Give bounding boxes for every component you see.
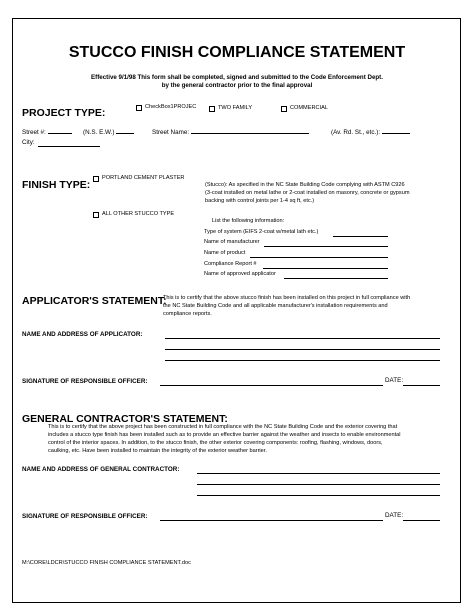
- street-number-label: Street #:: [22, 129, 46, 136]
- gc-date-label: DATE:: [385, 512, 404, 519]
- compliance-report-label: Compliance Report #: [204, 261, 257, 267]
- gc-statement-line-1: This is to certify that the above project has been constructed in full compliance with the NC State Building Code and the exterior covering that: [48, 424, 398, 430]
- street-suffix-field[interactable]: [382, 128, 410, 134]
- stucco-desc-line-1: (Stucco): As specified in the NC State Building Code complying with ASTM C926: [205, 182, 405, 188]
- applicator-date-label: DATE:: [385, 377, 404, 384]
- street-name-field[interactable]: [191, 128, 309, 134]
- checkbox-two-family[interactable]: [209, 106, 215, 112]
- stucco-desc-line-3: backing with control joints per 1-4 sq ft, etc.): [205, 198, 315, 204]
- gc-name-field-3[interactable]: [197, 495, 440, 496]
- project-option-label-3: COMMERCIAL: [290, 105, 328, 111]
- gc-statement-line-4: caulking, etc. Have been installed to maintain the integrity of the exterior weather barrier.: [48, 448, 267, 454]
- manufacturer-label: Name of manufacturer: [204, 239, 260, 245]
- system-type-field[interactable]: [333, 236, 388, 237]
- checkbox-other-stucco[interactable]: [93, 212, 99, 218]
- page-title: STUCCO FINISH COMPLIANCE STATEMENT: [68, 44, 406, 61]
- footer-file-path: M:\CORE\LDCR\STUCCO FINISH COMPLIANCE STATEMENT.doc: [22, 560, 191, 566]
- applicator-signature-label: SIGNATURE OF RESPONSIBLE OFFICER:: [22, 378, 148, 385]
- applicator-statement-line-1: This is to certify that the above stucco finish has been installed on this project in full compliance with: [163, 295, 411, 301]
- project-type-heading: PROJECT TYPE:: [22, 107, 106, 119]
- applicator-name-field-3[interactable]: [165, 360, 440, 361]
- applicator-name-field-1[interactable]: [165, 338, 440, 339]
- applicator-statement-line-3: compliance reports.: [163, 311, 212, 317]
- approved-applicator-field[interactable]: [284, 278, 388, 279]
- checkbox-commercial[interactable]: [281, 106, 287, 112]
- product-label: Name of product: [204, 250, 246, 256]
- gc-statement-line-3: control of the interior spaces. In addition, to the stucco finish, the other exterior covering components: roofing, flashing, windows, doors,: [48, 440, 383, 446]
- list-intro: List the following information:: [212, 218, 285, 224]
- finish-type-heading: FINISH TYPE:: [22, 179, 91, 191]
- gc-date-field[interactable]: [403, 520, 440, 521]
- gc-signature-label: SIGNATURE OF RESPONSIBLE OFFICER:: [22, 513, 148, 520]
- street-name-label: Street Name:: [152, 129, 190, 136]
- street-number-field[interactable]: [48, 128, 72, 134]
- gc-name-field-1[interactable]: [197, 473, 440, 474]
- street-suffix-label: (Av. Rd. St., etc.):: [331, 129, 381, 136]
- applicator-statement-heading: APPLICATOR'S STATEMENT:: [22, 295, 167, 307]
- applicator-signature-field[interactable]: [160, 385, 383, 386]
- direction-field[interactable]: [116, 128, 134, 134]
- compliance-report-field[interactable]: [263, 268, 388, 269]
- applicator-statement-line-2: the NC State Building Code and all applicable manufacturer's installation requirements and: [163, 303, 388, 309]
- checkbox-project-single[interactable]: [136, 105, 142, 111]
- gc-statement-line-2: includes a stucco type finish has been installed such as to provide an effective barrier against the weather and insects to enable environmental: [48, 432, 401, 438]
- portland-cement-label: PORTLAND CEMENT PLASTER: [102, 175, 185, 181]
- notice-line-1: Effective 9/1/98 This form shall be completed, signed and submitted to the Code Enforcement Dept.: [91, 74, 383, 81]
- gc-statement-heading: GENERAL CONTRACTOR'S STATEMENT:: [22, 413, 228, 425]
- manufacturer-field[interactable]: [264, 246, 388, 247]
- city-label: City:: [22, 139, 35, 146]
- stucco-desc-line-2: (3-coat installed on metal lathe or 2-coat installed on masonry, concrete or gypsum: [205, 190, 410, 196]
- project-option-label-1: CheckBox1PROJEC: [145, 104, 197, 110]
- project-option-label-2: TWO FAMILY: [218, 105, 253, 111]
- gc-name-field-2[interactable]: [197, 484, 440, 485]
- notice-line-2: by the general contractor prior to the final approval: [161, 82, 313, 89]
- applicator-name-label: NAME AND ADDRESS OF APPLICATOR:: [22, 331, 143, 338]
- other-stucco-label: ALL OTHER STUCCO TYPE: [102, 211, 175, 217]
- city-field[interactable]: [38, 146, 100, 147]
- applicator-name-field-2[interactable]: [165, 349, 440, 350]
- system-type-label: Type of system (EIFS 2-coat w/metal lath etc.): [204, 229, 319, 235]
- approved-applicator-label: Name of approved applicator: [204, 271, 276, 277]
- checkbox-portland-cement[interactable]: [93, 176, 99, 182]
- applicator-date-field[interactable]: [403, 385, 440, 386]
- product-field[interactable]: [250, 257, 388, 258]
- direction-label: (N.S. E.W.): [83, 129, 115, 136]
- gc-signature-field[interactable]: [160, 520, 383, 521]
- gc-name-label: NAME AND ADDRESS OF GENERAL CONTRACTOR:: [22, 466, 180, 473]
